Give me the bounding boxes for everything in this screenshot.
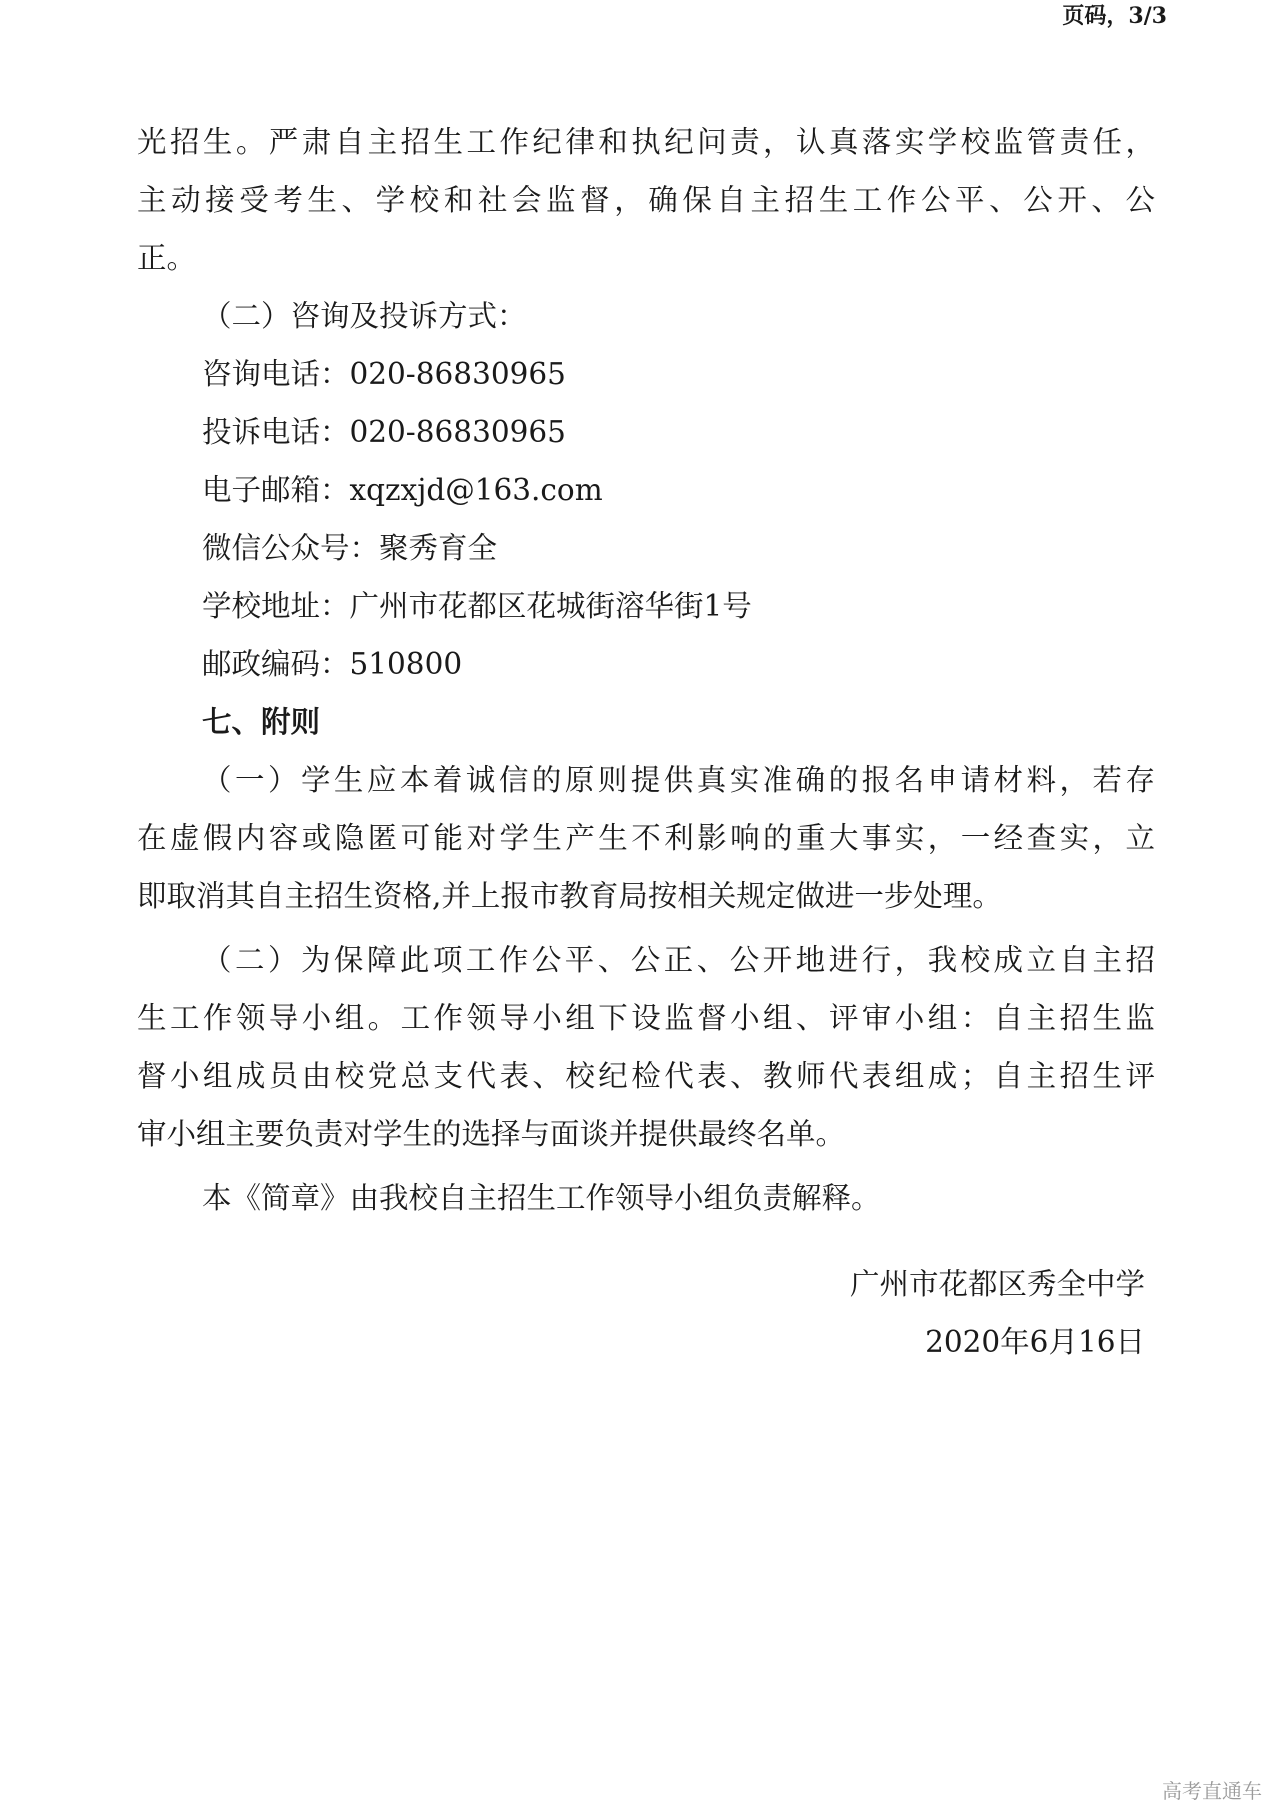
contact-postcode: 邮政编码：510800 bbox=[202, 647, 463, 681]
paragraph-line: 生工作领导小组。工作领导小组下设监督小组、评审小组：自主招生监 bbox=[137, 1001, 1155, 1035]
paragraph-line: 主动接受考生、学校和社会监督，确保自主招生工作公平、公开、公 bbox=[137, 183, 1155, 217]
watermark: 高考直通车 bbox=[1162, 1779, 1262, 1803]
paragraph-line: 光招生。严肃自主招生工作纪律和执纪问责，认真落实学校监管责任， bbox=[137, 125, 1155, 159]
contact-phone-consult: 咨询电话：020-86830965 bbox=[202, 357, 566, 391]
contact-heading: （二）咨询及投诉方式： bbox=[202, 299, 527, 333]
paragraph-line: （二）为保障此项工作公平、公正、公开地进行，我校成立自主招 bbox=[202, 943, 1155, 977]
contact-address: 学校地址：广州市花都区花城街溶华街1号 bbox=[202, 589, 752, 623]
contact-wechat: 微信公众号：聚秀育全 bbox=[202, 531, 498, 565]
contact-email: 电子邮箱：xqzxjd@163.com bbox=[202, 473, 603, 507]
paragraph-line: 审小组主要负责对学生的选择与面谈并提供最终名单。 bbox=[137, 1117, 846, 1151]
paragraph-line: （一）学生应本着诚信的原则提供真实准确的报名申请材料，若存 bbox=[202, 763, 1155, 797]
contact-phone-complaint: 投诉电话：020-86830965 bbox=[202, 415, 566, 449]
paragraph-line: 即取消其自主招生资格,并上报市教育局按相关规定做进一步处理。 bbox=[137, 879, 1002, 913]
signature-date: 2020年6月16日 bbox=[925, 1325, 1145, 1359]
paragraph-line: 在虚假内容或隐匿可能对学生产生不利影响的重大事实，一经查实，立 bbox=[137, 821, 1155, 855]
interpretation-statement: 本《简章》由我校自主招生工作领导小组负责解释。 bbox=[202, 1181, 881, 1215]
page-number: 页码，3/3 bbox=[1062, 3, 1167, 29]
section-heading: 七、附则 bbox=[202, 704, 321, 739]
document-body bbox=[137, 113, 1155, 1371]
signature-school: 广州市花都区秀全中学 bbox=[849, 1267, 1145, 1301]
paragraph-line: 正。 bbox=[137, 241, 197, 275]
paragraph-line: 督小组成员由校党总支代表、校纪检代表、教师代表组成；自主招生评 bbox=[137, 1059, 1155, 1093]
